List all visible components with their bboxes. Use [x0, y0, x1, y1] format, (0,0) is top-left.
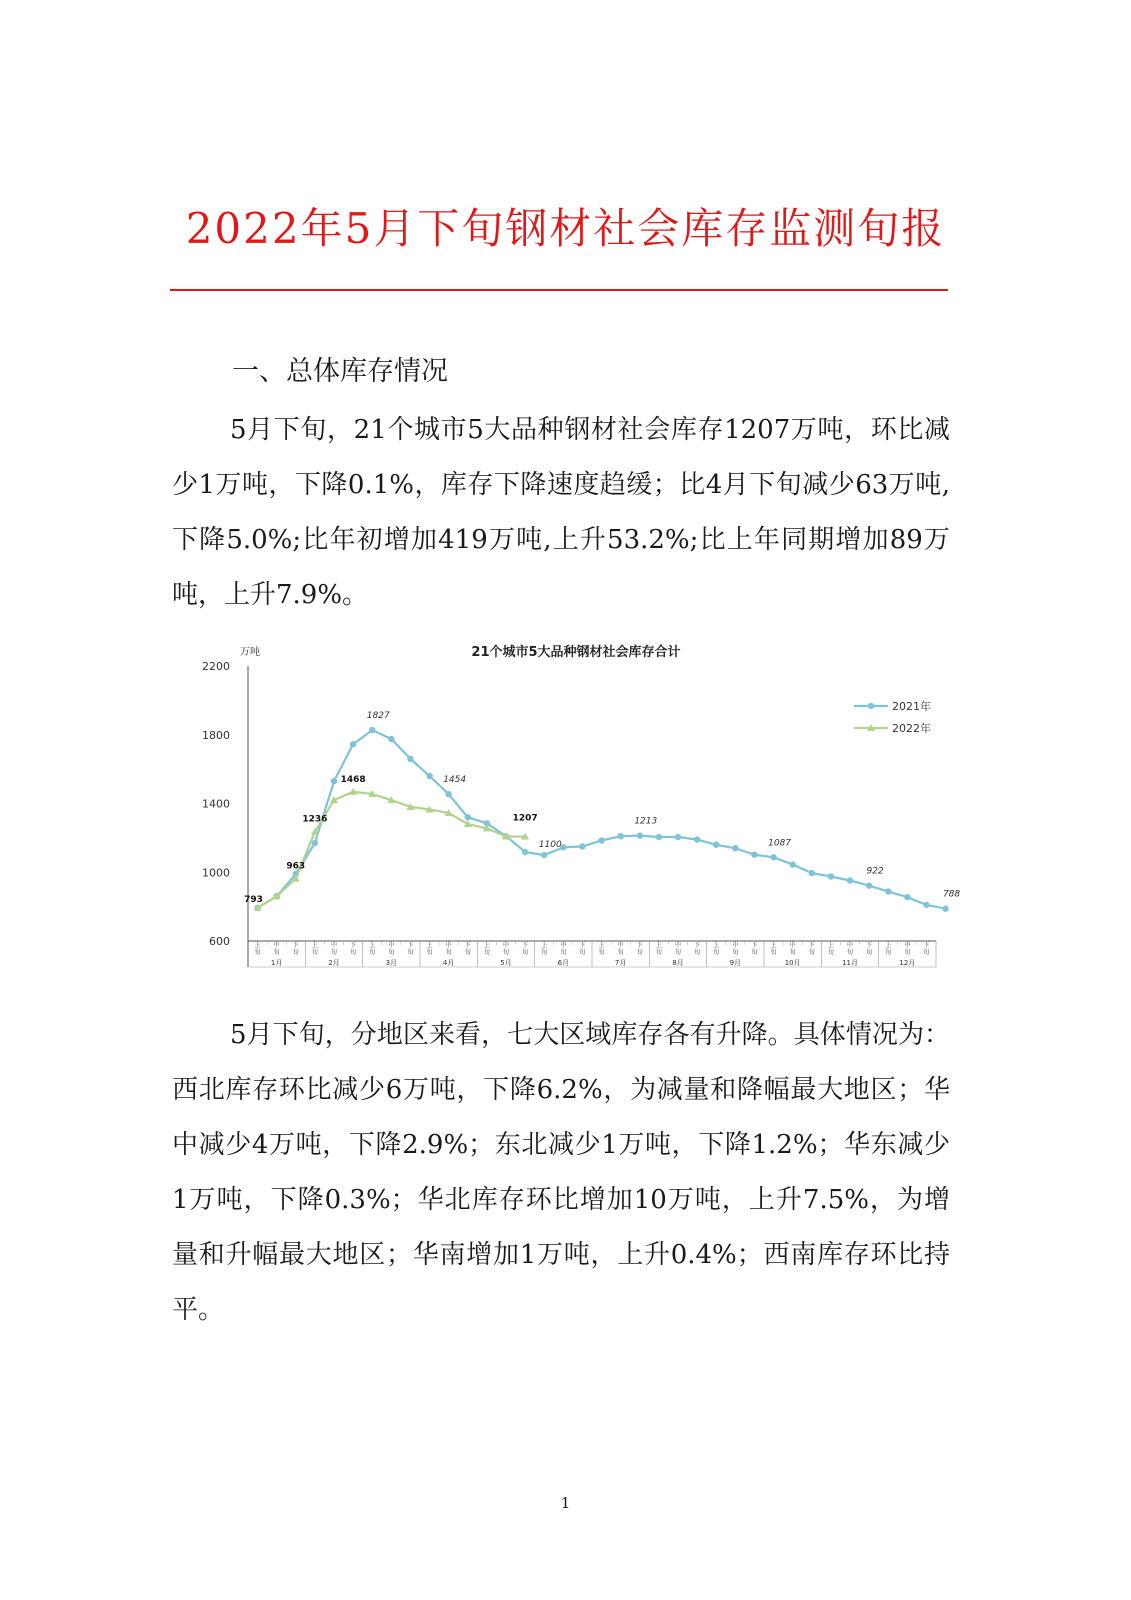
x-tick-label: 上旬 — [311, 942, 318, 956]
data-label: 1087 — [768, 838, 792, 849]
data-point — [809, 870, 815, 876]
data-label: 1100 — [538, 840, 562, 851]
data-point — [541, 852, 547, 858]
data-point — [522, 849, 528, 855]
x-tick-label: 中旬 — [273, 942, 280, 956]
data-point — [579, 843, 585, 849]
x-tick-label: 下旬 — [751, 942, 758, 956]
page-number: 1 — [560, 1494, 571, 1512]
data-point — [847, 877, 853, 883]
x-tick-label: 下旬 — [579, 942, 586, 956]
x-tick-label: 中旬 — [904, 942, 911, 956]
data-point — [331, 778, 337, 784]
x-month-label: 3月 — [385, 959, 398, 967]
x-tick-label: 上旬 — [369, 942, 376, 956]
x-tick-label: 中旬 — [445, 942, 452, 956]
x-month-label: 11月 — [842, 959, 858, 967]
data-point — [426, 773, 432, 779]
data-point — [637, 832, 643, 838]
x-tick-label: 中旬 — [388, 942, 395, 956]
series-line-2 — [258, 792, 525, 908]
x-tick-label: 中旬 — [732, 942, 739, 956]
data-point — [369, 727, 375, 733]
x-tick-label: 上旬 — [254, 942, 261, 956]
y-tick-label: 2200 — [202, 660, 230, 673]
legend-label: 2022年 — [892, 722, 931, 735]
x-month-label: 9月 — [729, 959, 742, 967]
x-tick-label: 上旬 — [541, 942, 548, 956]
data-label: 793 — [244, 894, 263, 905]
x-tick-label: 上旬 — [713, 942, 720, 956]
x-tick-label: 上旬 — [655, 942, 662, 956]
data-point — [770, 854, 776, 860]
x-tick-label: 中旬 — [617, 942, 624, 956]
x-tick-label: 下旬 — [694, 942, 701, 956]
data-label: 1468 — [340, 774, 366, 785]
x-tick-label: 上旬 — [885, 942, 892, 956]
y-tick-label: 1800 — [202, 728, 230, 742]
x-month-label: 6月 — [557, 959, 570, 967]
x-tick-label: 下旬 — [808, 942, 815, 956]
document-title: 2022年5月下旬钢材社会库存监测旬报 — [185, 204, 946, 253]
x-month-label: 4月 — [442, 959, 455, 967]
data-point — [713, 842, 719, 848]
data-point — [904, 894, 910, 900]
x-month-label: 8月 — [672, 959, 684, 967]
data-label: 788 — [942, 889, 961, 900]
x-tick-label: 中旬 — [674, 942, 682, 956]
x-tick-label: 上旬 — [483, 942, 490, 956]
data-point — [656, 834, 662, 840]
chart-axes — [202, 660, 936, 967]
inventory-line-chart — [196, 636, 961, 976]
data-label: 1236 — [302, 814, 328, 825]
x-tick-label: 下旬 — [407, 942, 414, 956]
data-point — [942, 905, 948, 911]
data-label: 1207 — [512, 813, 538, 824]
data-label: 1827 — [366, 711, 390, 722]
x-month-label: 7月 — [614, 959, 627, 967]
x-month-label: 1月 — [270, 959, 283, 967]
x-tick-label: 下旬 — [350, 942, 357, 956]
data-point — [598, 837, 604, 843]
data-label: 922 — [866, 866, 884, 877]
x-month-label: 12月 — [899, 959, 916, 967]
x-tick-label: 中旬 — [330, 942, 338, 956]
x-tick-label: 下旬 — [923, 942, 930, 956]
x-tick-label: 下旬 — [636, 942, 643, 956]
x-tick-label: 中旬 — [789, 942, 796, 956]
y-tick-label: 1000 — [202, 866, 230, 880]
chart-title: 21个城市5大品种钢材社会库存合计 — [471, 645, 681, 660]
y-tick-label: 1400 — [202, 797, 230, 811]
chart-legend — [854, 699, 931, 735]
x-tick-label: 上旬 — [827, 942, 834, 956]
data-point — [465, 814, 471, 820]
x-month-label: 2月 — [328, 959, 340, 967]
x-tick-label: 上旬 — [598, 942, 605, 956]
x-tick-label: 中旬 — [502, 942, 510, 956]
chart-series — [244, 711, 960, 912]
x-month-label: 10月 — [784, 959, 801, 967]
x-tick-label: 下旬 — [866, 942, 873, 956]
data-point — [694, 836, 700, 842]
data-point — [312, 840, 318, 846]
data-point — [923, 902, 929, 908]
x-month-label: 5月 — [500, 959, 512, 967]
y-tick-label: 600 — [209, 935, 230, 948]
x-tick-label: 中旬 — [846, 942, 854, 956]
data-point — [675, 834, 681, 840]
data-point — [885, 888, 891, 894]
legend-label: 2021年 — [892, 700, 931, 713]
data-label: 1454 — [443, 775, 467, 786]
data-point — [350, 741, 356, 747]
series-line-1 — [258, 730, 946, 909]
x-tick-label: 下旬 — [292, 942, 299, 956]
data-point — [866, 882, 872, 888]
data-label: 1213 — [634, 816, 658, 827]
section-heading: 一、总体库存情况 — [232, 356, 448, 387]
data-point — [445, 791, 451, 797]
data-point — [407, 756, 413, 762]
paragraph-regional: 5月下旬，分地区来看，七大区域库存各有升降。具体情况为：西北库存环比减少6万吨，下降6.2%，为减量和降幅最大地区；华中减少4万吨，下降2.9%；东北减少1万吨，下降1.2%；华东减少1万吨，下降0.3%；华北库存环比增加10万吨，上升7.5%，为增量和升幅最大地区；华南增加1万吨，上升0.4%；西南库存环比持平。 — [172, 1020, 950, 1325]
data-point — [789, 861, 795, 867]
x-tick-label: 下旬 — [522, 942, 529, 956]
data-point — [828, 873, 834, 879]
chart-y-unit: 万吨 — [240, 647, 260, 658]
x-tick-label: 中旬 — [560, 942, 567, 956]
data-point — [617, 833, 623, 839]
x-tick-label: 下旬 — [464, 942, 471, 956]
title-divider — [170, 289, 948, 291]
x-tick-label: 上旬 — [770, 942, 777, 956]
data-point — [388, 736, 394, 742]
data-label: 963 — [286, 861, 306, 872]
data-point — [751, 852, 757, 858]
paragraph-summary: 5月下旬，21个城市5大品种钢材社会库存1207万吨，环比减少1万吨，下降0.1%，库存下降速度趋缓；比4月下旬减少63万吨,下降5.0%;比年初增加419万吨,上升53.2%;比上年同期增加89万吨，上升7.9%。 — [172, 415, 950, 610]
data-point — [732, 845, 738, 851]
x-tick-label: 上旬 — [426, 942, 433, 956]
